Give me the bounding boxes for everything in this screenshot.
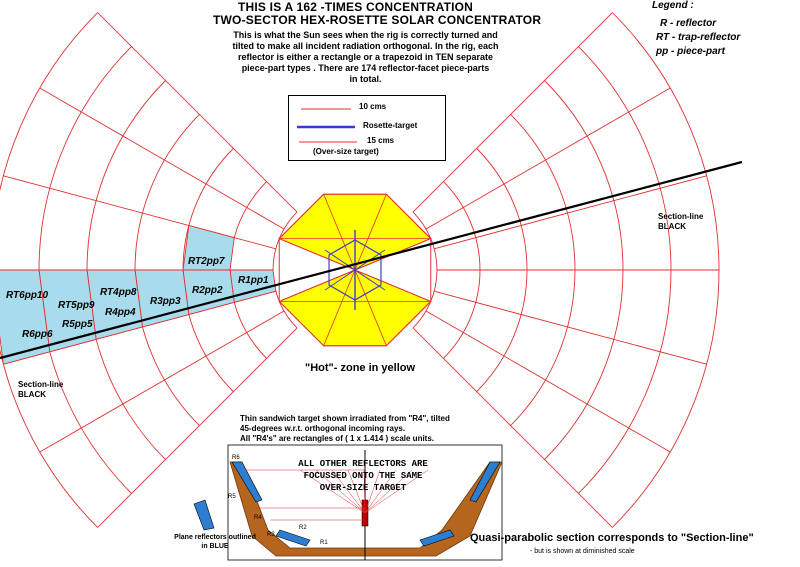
section-label-r3: R3 (267, 532, 275, 538)
highlighted-reflector-facet (87, 270, 142, 339)
plane-note-line: Plane reflectors outlined (174, 534, 256, 541)
section-label-r5: R5 (228, 494, 236, 500)
description-line: tilted to make all incident radiation orthogonal. In the rig, each (232, 41, 499, 51)
reflector-spoke (40, 88, 284, 229)
quasi-parabolic-note: Quasi-parabolic section corresponds to "Section-line" (470, 532, 754, 544)
legend-heading: Legend : (652, 0, 694, 11)
focus-note (283, 458, 443, 494)
piece-label-rt2pp7: RT2pp7 (188, 256, 225, 267)
piece-label-r5pp5: R5pp5 (62, 319, 93, 330)
legend-r: R - reflector (660, 18, 717, 29)
sandwich-note-line: All "R4's" are rectangles of ( 1 x 1.414 ) scale units. (240, 434, 435, 443)
description-line: This is what the Sun sees when the rig is correctly turned and (233, 30, 498, 40)
hex-rosette (279, 194, 431, 346)
section-line-label-text: Section-line (18, 380, 64, 389)
piece-label-rt6pp10: RT6pp10 (6, 290, 49, 301)
section-label-r6: R6 (232, 455, 240, 461)
plane-note-line: in BLUE (201, 543, 229, 550)
rosette-target-label: Rosette-target (363, 121, 418, 130)
focus-note-line: ALL OTHER REFLECTORS ARE (298, 459, 428, 469)
reflector-spoke (426, 311, 670, 452)
piece-label-r6pp6: R6pp6 (22, 329, 53, 340)
scale-15cm-label: 15 cms (367, 136, 395, 145)
title-line-2: TWO-SECTOR HEX-ROSETTE SOLAR CONCENTRATOR (213, 13, 542, 27)
description (213, 30, 518, 85)
piece-label-r1pp1: R1pp1 (238, 275, 269, 286)
section-label-r2: R2 (299, 525, 307, 531)
plane-reflector-sample-icon (194, 500, 214, 530)
piece-label-rt5pp9: RT5pp9 (58, 300, 95, 311)
section-line-label-text: BLACK (18, 390, 46, 399)
title-line-1: THIS IS A 162 -TIMES CONCENTRATION (238, 0, 474, 14)
hot-zone-label: "Hot"- zone in yellow (305, 362, 416, 374)
reflector-spoke (426, 88, 670, 229)
focus-note-line: FOCUSSED ONTO THE SAME (303, 471, 423, 481)
sandwich-target-note (240, 414, 450, 444)
piece-label-r4pp4: R4pp4 (105, 307, 136, 318)
section-line-label-right (658, 212, 703, 232)
section-label-r1: R1 (320, 540, 328, 546)
oversize-target-label: (Over-size target) (313, 147, 379, 156)
section-label-r4: R4 (254, 515, 262, 521)
piece-label-r2pp2: R2pp2 (192, 285, 223, 296)
piece-label-rt4pp8: RT4pp8 (100, 287, 137, 298)
legend-rt: RT - trap-reflector (656, 32, 741, 43)
focus-note-line: OVER-SIZE TARGET (319, 483, 407, 493)
description-line: in total. (349, 74, 382, 84)
section-line-label-text: Section-line (658, 212, 704, 221)
piece-label-r3pp3: R3pp3 (150, 296, 181, 307)
legend-pp: pp - piece-part (656, 46, 725, 57)
section-line-label-text: BLACK (658, 222, 686, 231)
sandwich-note-line: 45-degrees w.r.t. orthogonal incoming rays. (240, 424, 406, 433)
sandwich-note-line: Thin sandwich target shown irradiated from "R4", tilted (240, 414, 450, 423)
description-line: reflector is either a rectangle or a trapezoid in TEN separate (237, 52, 494, 62)
plane-reflector-note (160, 533, 270, 551)
description-line: piece-part types . There are 174 reflector-facet piece-parts (241, 63, 490, 73)
scale-legend-box (288, 95, 446, 161)
scale-10cm-label: 10 cms (359, 102, 387, 111)
quasi-parabolic-subnote: - but is shown at diminished scale (530, 548, 635, 555)
section-line-label-left (18, 380, 63, 400)
